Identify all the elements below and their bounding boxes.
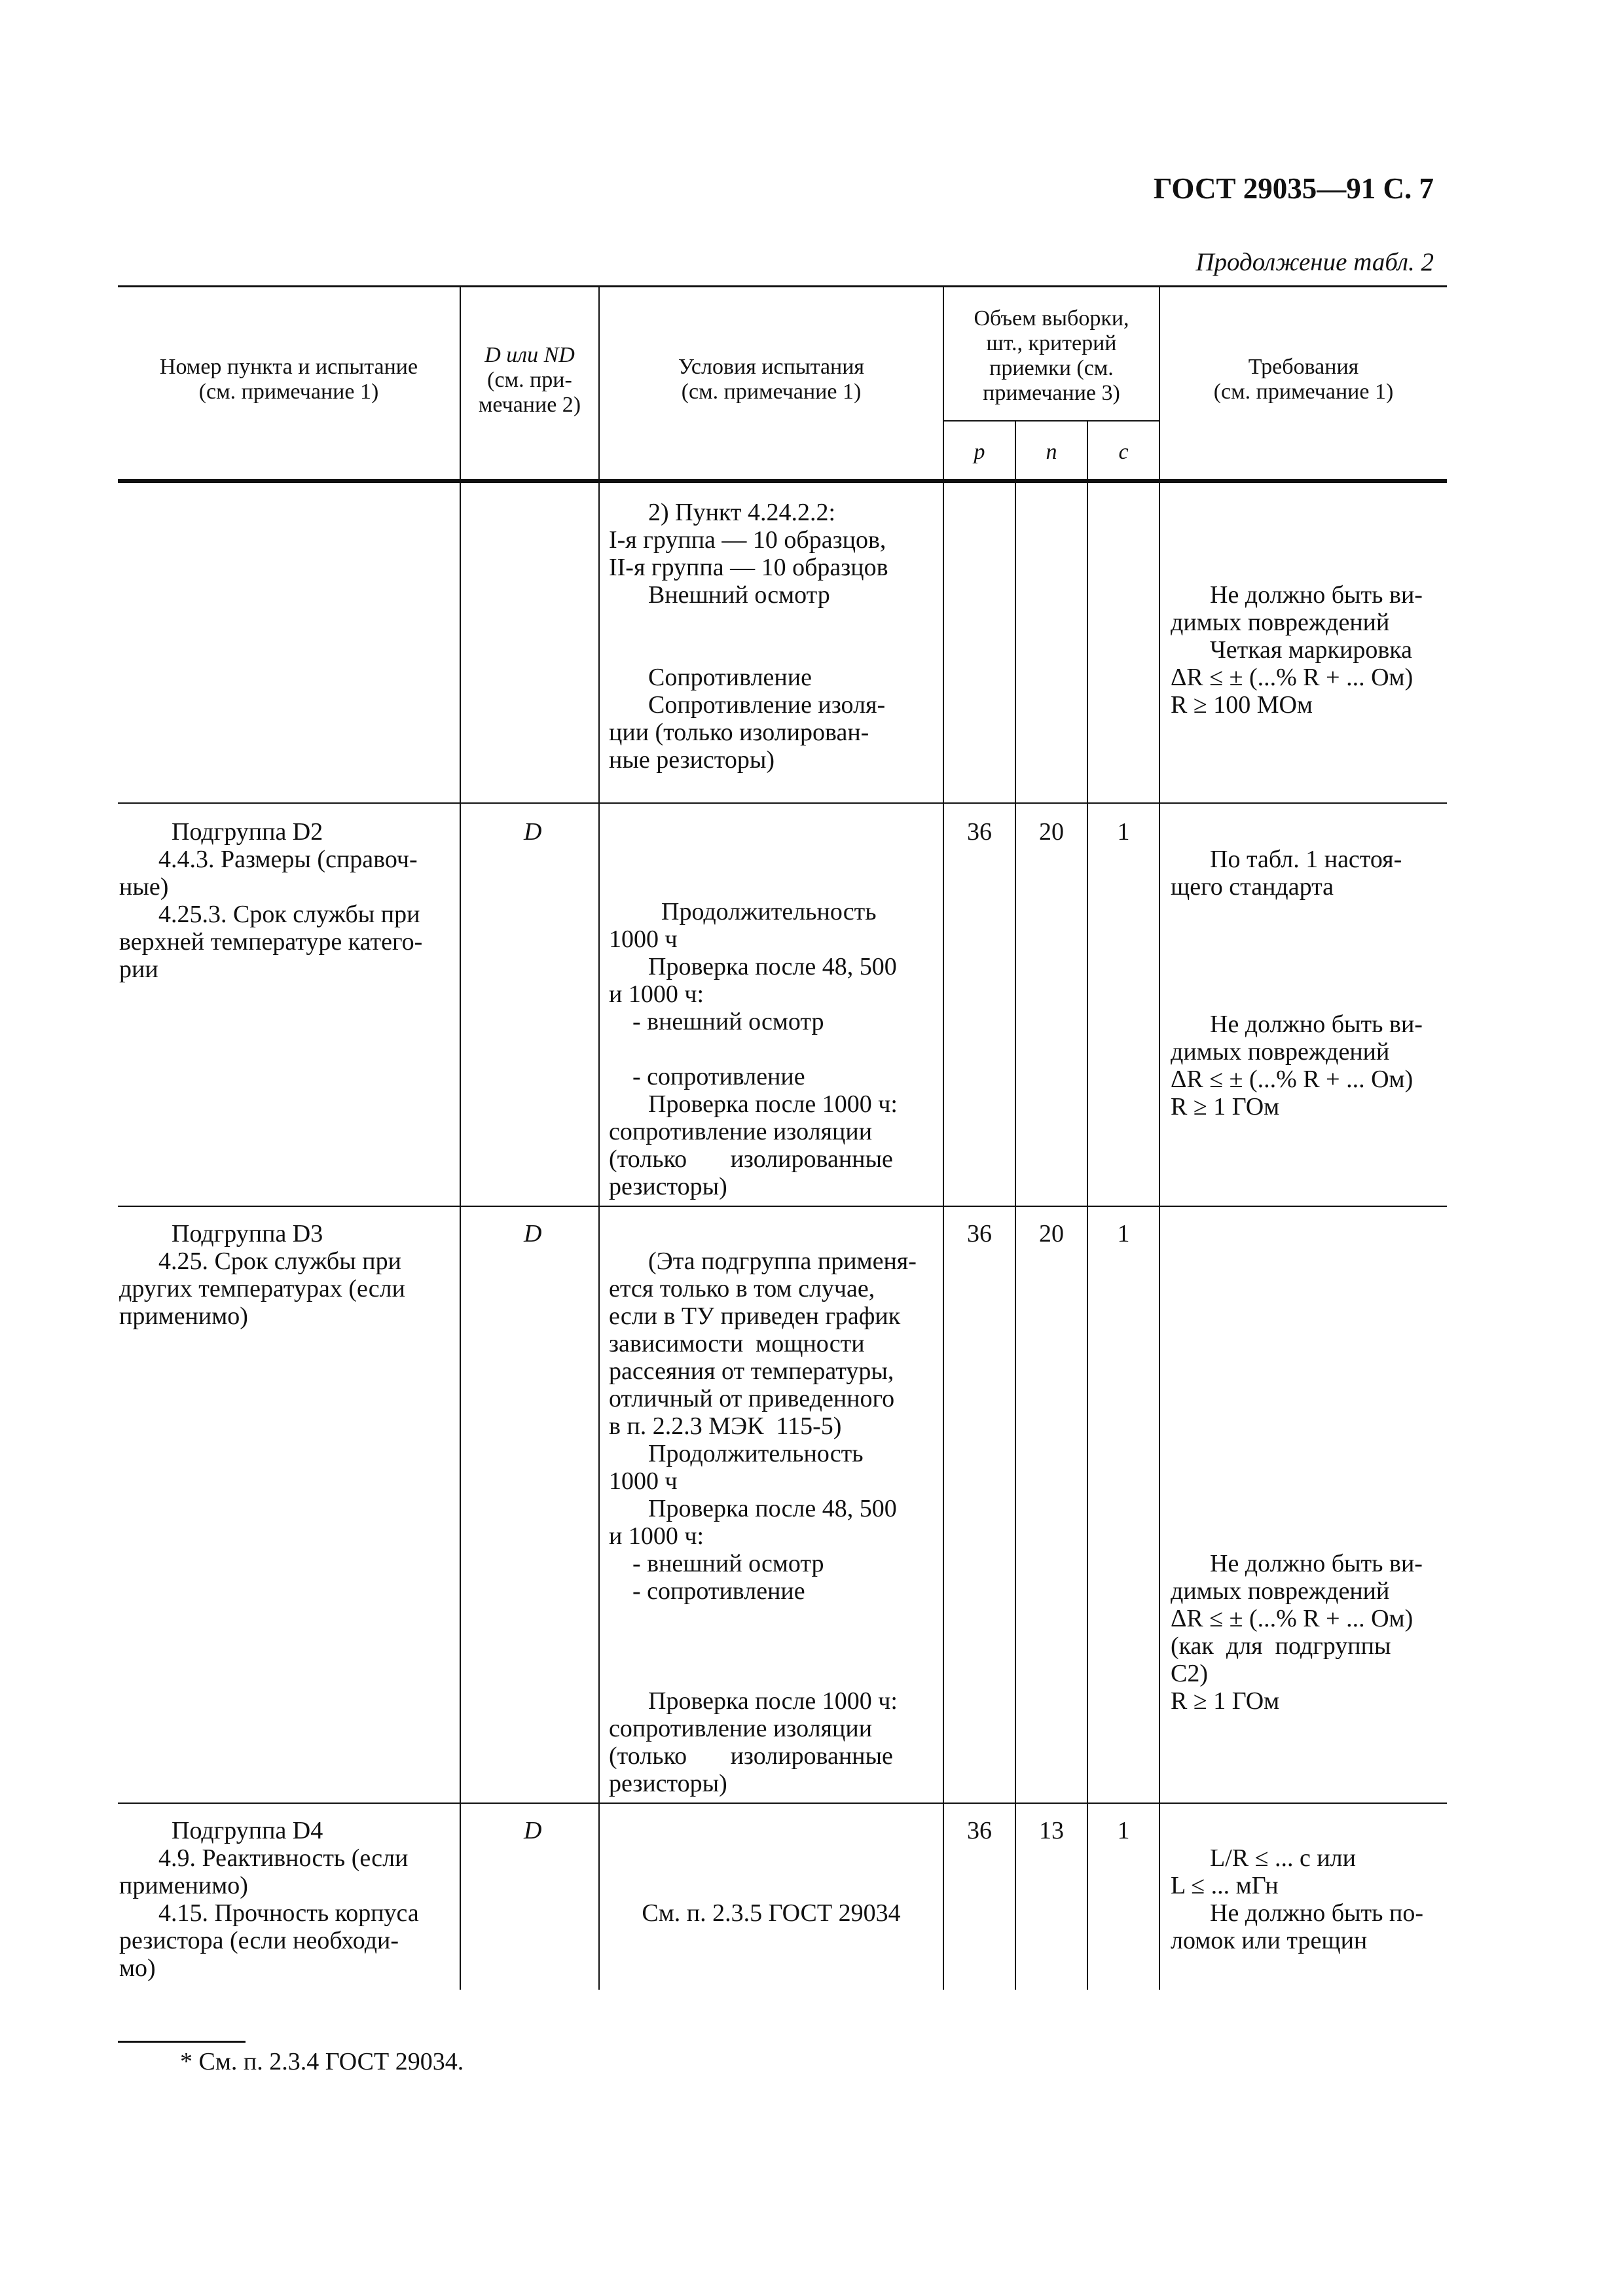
text-line: ΔR ≤ ± (...% R + ... Ом) — [1171, 664, 1413, 691]
text-line: рассеяния от температуры, — [609, 1357, 894, 1385]
row1-conditions — [609, 499, 936, 774]
header-dnd-line: D или ND — [484, 343, 575, 367]
text-line: зависимости мощности — [609, 1330, 865, 1357]
text-line: димых повреждений — [1171, 609, 1390, 636]
row3-p: 36 — [967, 1220, 992, 1247]
text-line: ломок или трещин — [1171, 1927, 1368, 1954]
text-line: Внешний осмотр — [648, 581, 830, 609]
text-line: Не должно быть ви- — [1210, 1550, 1423, 1577]
text-line: - внешний осмотр — [632, 1008, 824, 1035]
text-line: резисторы) — [609, 1770, 727, 1797]
text-line: I-я группа — 10 образцов, — [609, 526, 886, 554]
text-line: R ≥ 1 ГОм — [1171, 1093, 1280, 1121]
col-divider-conditions — [943, 285, 944, 1990]
text-line: Продолжительность — [661, 898, 877, 925]
row4-dnd: D — [524, 1817, 542, 1844]
row4-c: 1 — [1117, 1817, 1130, 1844]
header-req-line: Требования — [1248, 355, 1359, 379]
header-conditions-line: Условия испытания — [678, 355, 865, 379]
text-line: резисторы) — [609, 1173, 727, 1200]
row4-item — [119, 1817, 453, 1982]
text-line: (только изолированные — [609, 1742, 893, 1770]
header-item-line: (см. примечание 1) — [198, 380, 379, 404]
text-line: 2) Пункт 4.24.2.2: — [648, 499, 836, 526]
text-line: 1000 ч — [609, 925, 678, 953]
text-line: C2) — [1171, 1660, 1208, 1687]
col-divider-sample — [1159, 285, 1160, 1990]
text-line: и 1000 ч: — [609, 1522, 704, 1550]
header-dnd — [461, 343, 598, 418]
text-line: L ≤ ... мГн — [1171, 1872, 1279, 1899]
text-line: Проверка после 1000 ч: — [648, 1090, 898, 1118]
col-divider-dnd — [598, 285, 600, 1990]
row-divider-1 — [118, 802, 1447, 804]
text-line: 4.9. Реактивность (если — [158, 1844, 409, 1872]
text-line: Подгруппа D2 — [172, 818, 323, 846]
text-line: в п. 2.2.3 МЭК 115-5) — [609, 1412, 842, 1440]
row3-dnd: D — [524, 1220, 542, 1247]
text-line: ΔR ≤ ± (...% R + ... Ом) — [1171, 1605, 1413, 1632]
header-dnd-line: (см. при- — [487, 368, 572, 392]
row4-requirements — [1171, 1844, 1439, 1954]
document-title: ГОСТ 29035—91 С. 7 — [1153, 172, 1434, 205]
text-line: ные резисторы) — [609, 746, 775, 774]
text-line: сопротивление изоляции — [609, 1715, 873, 1742]
text-line: сопротивление изоляции — [609, 1118, 873, 1145]
table-continuation-label: Продолжение табл. 2 — [1195, 248, 1434, 276]
header-conditions — [600, 355, 943, 404]
text-line: ется только в том случае, — [609, 1275, 875, 1302]
text-line: если в ТУ приведен график — [609, 1302, 901, 1330]
text-line: отличный от приведенного — [609, 1385, 895, 1412]
text-line: верхней температуре катего- — [119, 928, 423, 956]
text-line: применимо) — [119, 1302, 248, 1330]
text-line: димых повреждений — [1171, 1038, 1390, 1066]
header-requirements — [1160, 355, 1447, 404]
text-line: R ≥ 100 МОм — [1171, 691, 1313, 719]
text-line: - сопротивление — [632, 1063, 805, 1090]
text-line: Не должно быть ви- — [1210, 581, 1423, 609]
text-line: Проверка после 48, 500 — [648, 1495, 897, 1522]
row2-requirements — [1171, 846, 1439, 1121]
text-line: R ≥ 1 ГОм — [1171, 1687, 1280, 1715]
header-bottom-rule — [118, 479, 1447, 483]
header-p: p — [974, 440, 985, 464]
table-top-rule — [118, 285, 1447, 287]
row3-item — [119, 1220, 453, 1330]
text-line: и 1000 ч: — [609, 980, 704, 1008]
row4-p: 36 — [967, 1817, 992, 1844]
row2-item — [119, 818, 453, 983]
text-line: резистора (если необходи- — [119, 1927, 399, 1954]
text-line: Подгруппа D3 — [172, 1220, 323, 1247]
col-divider-item — [460, 285, 461, 1990]
text-line: щего стандарта — [1171, 873, 1334, 901]
row2-n: 20 — [1039, 818, 1064, 846]
row2-c: 1 — [1117, 818, 1130, 846]
row1-requirements — [1171, 581, 1439, 719]
text-line: димых повреждений — [1171, 1577, 1390, 1605]
text-line: Проверка после 1000 ч: — [648, 1687, 898, 1715]
text-line: - сопротивление — [632, 1577, 805, 1605]
text-line: Сопротивление изоля- — [648, 691, 886, 719]
row-divider-3 — [118, 1803, 1447, 1804]
text-line: Подгруппа D4 — [172, 1817, 323, 1844]
header-sample-line: примечание 3) — [983, 381, 1120, 405]
text-line: 4.25.3. Срок службы при — [158, 901, 420, 928]
text-line: ΔR ≤ ± (...% R + ... Ом) — [1171, 1066, 1413, 1093]
sample-header-divider — [943, 420, 1159, 422]
text-line: ции (только изолирован- — [609, 719, 869, 746]
header-req-line: (см. примечание 1) — [1213, 380, 1394, 404]
text-line: - внешний осмотр — [632, 1550, 824, 1577]
text-line: мо) — [119, 1954, 156, 1982]
header-sample-line: Объем выборки, — [974, 306, 1129, 331]
header-sample — [944, 306, 1159, 406]
text-line: ные) — [119, 873, 169, 901]
row3-conditions — [609, 1247, 936, 1797]
row2-p: 36 — [967, 818, 992, 846]
col-divider-p — [1015, 422, 1016, 1990]
header-conditions-line: (см. примечание 1) — [681, 380, 862, 404]
row2-dnd: D — [524, 818, 542, 846]
text-line: 4.15. Прочность корпуса — [158, 1899, 419, 1927]
text-line: 4.25. Срок службы при — [158, 1247, 401, 1275]
text-line: Проверка после 48, 500 — [648, 953, 897, 980]
footnote-rule — [118, 2041, 246, 2043]
header-c: c — [1118, 440, 1129, 464]
header-n: n — [1046, 440, 1057, 464]
text-line: (как для подгруппы — [1171, 1632, 1391, 1660]
text-line: L/R ≤ ... с или — [1210, 1844, 1356, 1872]
text-line: По табл. 1 настоя- — [1210, 846, 1402, 873]
row3-requirements — [1171, 1550, 1439, 1715]
text-line: Продолжительность — [648, 1440, 864, 1467]
row4-n: 13 — [1039, 1817, 1064, 1844]
header-item-line: Номер пункта и испытание — [159, 355, 418, 379]
row4-conditions: См. п. 2.3.5 ГОСТ 29034 — [642, 1899, 901, 1927]
row3-c: 1 — [1117, 1220, 1130, 1247]
text-line: применимо) — [119, 1872, 248, 1899]
col-divider-n — [1087, 422, 1088, 1990]
text-line: других температурах (если — [119, 1275, 405, 1302]
row2-conditions — [609, 898, 936, 1200]
text-line: 4.4.3. Размеры (справоч- — [158, 846, 418, 873]
footnote: * См. п. 2.3.4 ГОСТ 29034. — [180, 2048, 464, 2075]
text-line: II-я группа — 10 образцов — [609, 554, 888, 581]
header-sample-line: приемки (см. — [989, 356, 1114, 380]
header-sample-line: шт., критерий — [986, 331, 1117, 355]
text-line: Не должно быть ви- — [1210, 1011, 1423, 1038]
header-dnd-line: мечание 2) — [478, 393, 581, 417]
text-line: Сопротивление — [648, 664, 812, 691]
text-line: (только изолированные — [609, 1145, 893, 1173]
row3-n: 20 — [1039, 1220, 1064, 1247]
text-line: (Эта подгруппа применя- — [648, 1247, 917, 1275]
row-divider-2 — [118, 1206, 1447, 1207]
text-line: рии — [119, 956, 158, 983]
text-line: 1000 ч — [609, 1467, 678, 1495]
header-item — [118, 355, 460, 404]
text-line: Не должно быть по- — [1210, 1899, 1423, 1927]
text-line: Четкая маркировка — [1210, 636, 1413, 664]
